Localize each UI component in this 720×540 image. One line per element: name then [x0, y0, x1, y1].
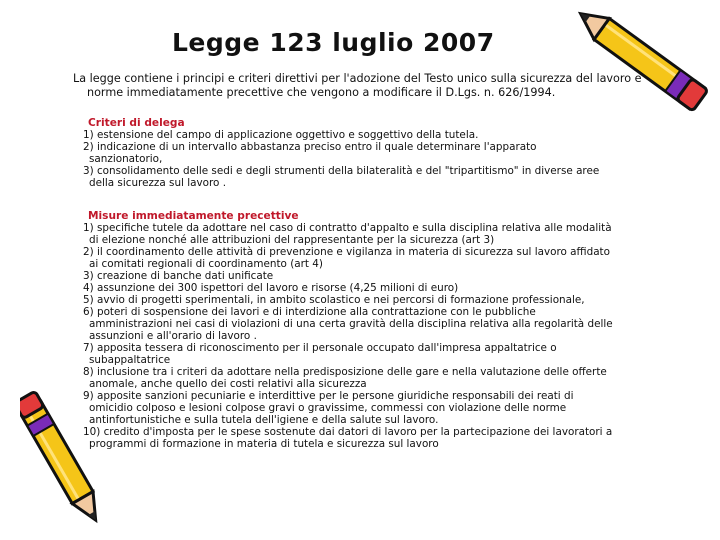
intro-line: norme immediatamente precettive che vengono a modificare il D.Lgs. n. 626/1994.	[87, 86, 556, 99]
list-item-text: 3) consolidamento delle sedi e degli strumenti della bilateralità e del "tripartitismo" in diverse aree	[83, 165, 600, 177]
intro-line: La legge contiene i principi e criteri direttivi per l'adozione del Testo unico sulla sicurezza del lavoro e	[73, 72, 642, 85]
list-item-text: 6) poteri di sospensione dei lavori e di interdizione alla contrattazione con le pubbliche	[83, 306, 536, 318]
list-item	[83, 246, 683, 270]
list-item	[83, 141, 683, 165]
criteri-list	[83, 129, 683, 189]
list-item-text: subappaltatrice	[89, 354, 171, 366]
list-item-text: sanzionatorio,	[89, 153, 163, 165]
list-item-text: di elezione nonché alle attribuzioni del rappresentante per la sicurezza (art 3)	[89, 234, 495, 246]
pencil-icon	[560, 0, 720, 130]
list-item-text: 3) creazione di banche dati unificate	[83, 270, 274, 282]
list-item-text: 2) indicazione di un intervallo abbastanza preciso entro il quale determinare l'apparato	[83, 141, 537, 153]
list-item	[83, 306, 683, 342]
page-title: Legge 123 luglio 2007	[172, 28, 495, 57]
list-item	[83, 270, 683, 282]
list-item-text: programmi di formazione in materia di tutela e sicurezza sul lavoro	[89, 438, 439, 450]
list-item-text: della sicurezza sul lavoro .	[89, 177, 227, 189]
criteri-section	[83, 117, 683, 189]
list-item-text: 5) avvio di progetti sperimentali, in ambito scolastico e nei percorsi di formazione professionale,	[83, 294, 585, 306]
list-item-text: 9) apposite sanzioni pecuniarie e interdittive per le persone giuridiche responsabili dei reati di	[83, 390, 574, 402]
list-item-text: assunzioni e all'orario di lavoro .	[89, 330, 257, 342]
list-item	[83, 342, 683, 366]
section-heading: Misure immediatamente precettive	[88, 210, 299, 222]
list-item-text: amministrazioni nei casi di violazioni di una certa gravità della disciplina relativa alla regolarità delle	[89, 318, 613, 330]
list-item-text: ai comitati regionali di coordinamento (art 4)	[89, 258, 323, 270]
list-item	[83, 129, 683, 141]
list-item	[83, 390, 683, 426]
list-item-text: 7) apposita tessera di riconoscimento per il personale occupato dall'impresa appaltatrice o	[83, 342, 557, 354]
list-item-text: 1) estensione del campo di applicazione oggettivo e soggettivo della tutela.	[83, 129, 479, 141]
list-item	[83, 426, 683, 450]
list-item-text: anomale, anche quello dei costi relativi alla sicurezza	[89, 378, 367, 390]
list-item	[83, 222, 683, 246]
list-item-text: 8) inclusione tra i criteri da adottare nella predisposizione delle gare e nella valutazione delle offerte	[83, 366, 607, 378]
list-item	[83, 165, 683, 189]
list-item-text: omicidio colposo e lesioni colpose gravi o gravissime, commessi con violazione delle norme	[89, 402, 567, 414]
list-item-text: 4) assunzione dei 300 ispettori del lavoro e risorse (4,25 milioni di euro)	[83, 282, 459, 294]
intro-paragraph	[73, 72, 653, 100]
list-item	[83, 294, 683, 306]
misure-list	[83, 222, 683, 450]
list-item	[83, 366, 683, 390]
list-item-text: 1) specifiche tutele da adottare nel caso di contratto d'appalto e sulla disciplina relativa alle modalità	[83, 222, 612, 234]
list-item-text: 2) il coordinamento delle attività di prevenzione e vigilanza in materia di sicurezza sul lavoro affidato	[83, 246, 610, 258]
misure-section	[83, 210, 683, 450]
list-item-text: 10) credito d'imposta per le spese sostenute dai datori di lavoro per la partecipazione dei lavoratori a	[83, 426, 613, 438]
section-heading: Criteri di delega	[88, 117, 185, 129]
list-item-text: antinfortunistiche e sulla tutela dell'igiene e della salute sul lavoro.	[89, 414, 439, 426]
list-item	[83, 282, 683, 294]
